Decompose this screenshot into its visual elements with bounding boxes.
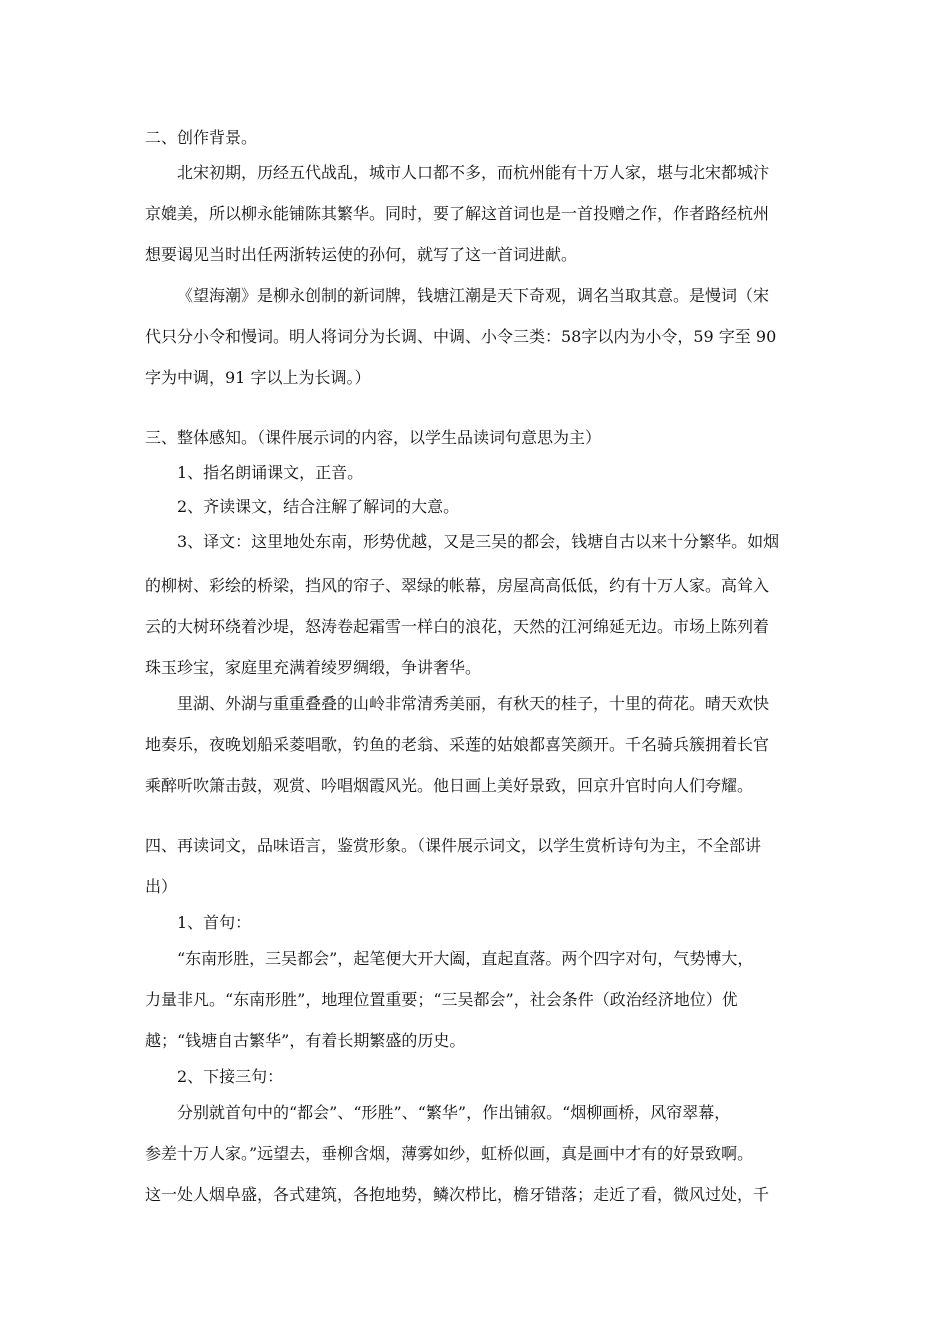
paragraph-line: 京媲美，所以柳永能铺陈其繁华。同时，要了解这首词也是一首投赠之作，作者路经杭州 bbox=[145, 204, 770, 223]
paragraph-line: 乘醉听吹箫击鼓，观赏、吟唱烟霞风光。他日画上美好景致，回京升官时向人们夸耀。 bbox=[145, 776, 754, 795]
paragraph-line: 代只分小令和慢词。明人将词分为长调、中调、小令三类：58字以内为小令，59 字至 90 bbox=[145, 327, 777, 346]
paragraph-line: 的柳树、彩绘的桥梁，挡风的帘子、翠绿的帐幕，房屋高高低低，约有十万人家。高耸入 bbox=[145, 576, 770, 595]
section-heading-background: 二、创作背景。 bbox=[145, 128, 258, 147]
paragraph-line: 力量非凡。“东南形胜”，地理位置重要；“三吴都会”，社会条件（政治经济地位）优 bbox=[145, 990, 738, 1009]
list-item: 2、齐读课文，结合注解了解词的大意。 bbox=[177, 497, 460, 516]
paragraph-line: 云的大树环绕着沙堤，怒涛卷起霜雪一样白的浪花，天然的江河绵延无边。市场上陈列着 bbox=[145, 617, 770, 636]
section-heading-appreciation: 四、再读词文，品味语言，鉴赏形象。（课件展示词文，以学生赏析诗句为主，不全部讲 bbox=[145, 836, 762, 855]
list-item: 2、下接三句： bbox=[177, 1067, 284, 1086]
paragraph-line: 这一处人烟阜盛，各式建筑，各抱地势，鳞次栉比，檐牙错落；走近了看，微风过处，千 bbox=[145, 1185, 770, 1204]
paragraph-line: 想要谒见当时出任两浙转运使的孙何，就写了这一首词进献。 bbox=[145, 245, 578, 264]
section-heading-overview: 三、整体感知。（课件展示词的内容，以学生品读词句意思为主） bbox=[145, 428, 602, 447]
paragraph-line: 分别就首句中的“都会”、“形胜”、“繁华”，作出铺叙。“烟柳画桥，风帘翠幕， bbox=[177, 1103, 731, 1122]
paragraph-line: 越；“钱塘自古繁华”，有着长期繁盛的历史。 bbox=[145, 1031, 466, 1050]
paragraph-line: “东南形胜，三吴都会”，起笔便大开大阖，直起直落。两个四字对句，气势博大， bbox=[177, 949, 754, 968]
paragraph-line: 《望海潮》是柳永创制的新词牌，钱塘江潮是天下奇观，调名当取其意。是慢词（宋 bbox=[177, 286, 770, 305]
paragraph-line: 3、译文：这里地处东南，形势优越，又是三吴的都会，钱塘自古以来十分繁华。如烟 bbox=[177, 532, 780, 551]
paragraph-line: 珠玉珍宝，家庭里充满着绫罗绸缎，争讲奢华。 bbox=[145, 658, 482, 677]
paragraph-line: 字为中调，91 字以上为长调。） bbox=[145, 368, 371, 387]
paragraph-line: 北宋初期，历经五代战乱，城市人口都不多，而杭州能有十万人家，堪与北宋都城汴 bbox=[177, 163, 770, 182]
paragraph-line: 里湖、外湖与重重叠叠的山岭非常清秀美丽，有秋天的桂子，十里的荷花。晴天欢快 bbox=[177, 694, 770, 713]
paragraph-line: 地奏乐，夜晚划船采菱唱歌，钓鱼的老翁、采莲的姑娘都喜笑颜开。千名骑兵簇拥着长官 bbox=[145, 735, 770, 754]
paragraph-line: 参差十万人家。”远望去，垂柳含烟，薄雾如纱，虹桥似画，真是画中才有的好景致啊。 bbox=[145, 1144, 754, 1163]
list-item: 1、首句： bbox=[177, 913, 252, 932]
section-heading-appreciation: 出） bbox=[145, 877, 178, 896]
list-item: 1、指名朗诵课文，正音。 bbox=[177, 463, 364, 482]
